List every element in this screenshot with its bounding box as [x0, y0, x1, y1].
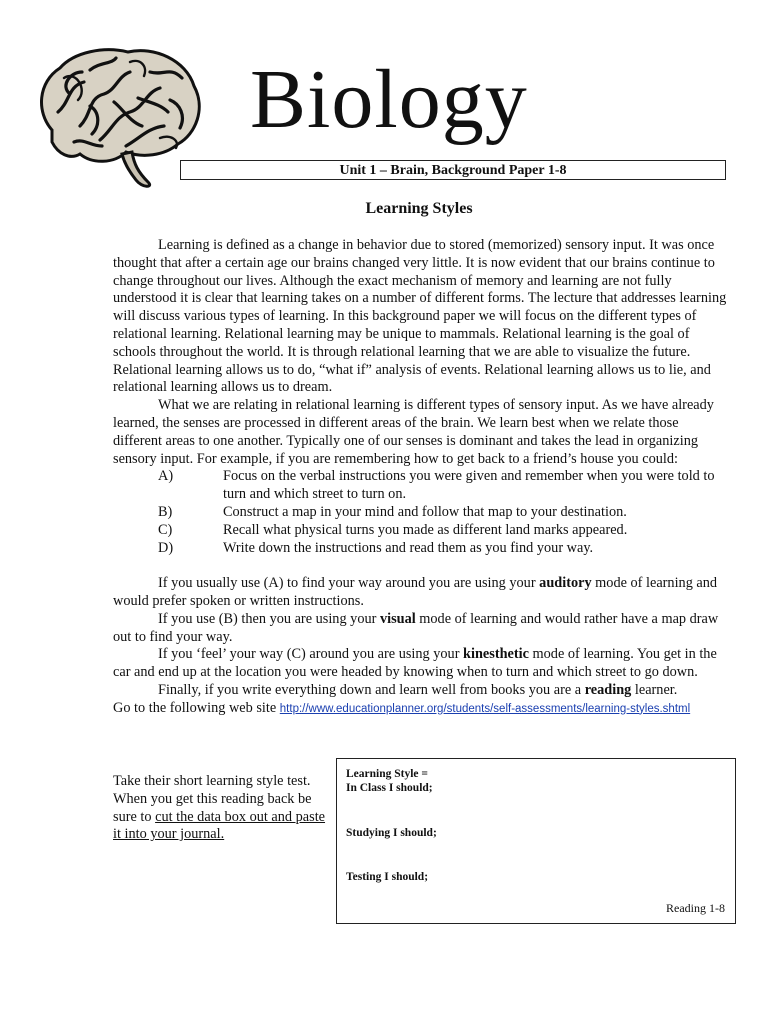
paragraph-visual: If you use (B) then you are using your visual mode of learning and would rather have a map draw out to find your way.	[113, 610, 719, 645]
paragraph-kinesthetic: If you ‘feel’ your way (C) around you are using your kinesthetic mode of learning. You get in the car and end up at the location you were headed by knowing when to turn and which street to go down.	[113, 646, 717, 681]
paragraph-reading: Finally, if you write everything down and learn well from books you are a reading learner.	[158, 681, 678, 698]
option-letter: C)	[158, 521, 173, 538]
journal-instruction: cut the data box out and paste it into your journal.	[113, 808, 326, 843]
testing-label: Testing I should;	[346, 871, 429, 883]
list-item	[113, 468, 728, 504]
brain-illustration	[30, 42, 205, 192]
option-letter: A)	[158, 468, 174, 485]
term-reading: reading	[584, 681, 632, 698]
option-text: Recall what physical turns you made as different land marks appeared.	[223, 521, 628, 538]
term-visual: visual	[379, 610, 416, 627]
section-heading: Learning Styles	[365, 200, 473, 217]
option-text: Focus on the verbal instructions you were given and remember when you were told to turn and which street to turn on.	[223, 468, 715, 503]
option-text: Write down the instructions and read them as you find your way.	[223, 539, 594, 556]
option-letter: D)	[158, 539, 174, 556]
in-class-label: In Class I should;	[346, 782, 433, 794]
article-body	[113, 237, 728, 719]
unit-subtitle-box	[180, 160, 726, 180]
website-line: Go to the following web site http://www.educationplanner.org/students/self-assessments/learning-styles.shtml	[113, 699, 691, 716]
paragraph-2: What we are relating in relational learning is different types of sensory input. As we have already learned, the senses are processed in different areas of the brain. We learn best when we relate those different areas to one another. Typically one of our senses is dominant and takes the lead in organizing sensory input. For example, if you are remembering how to get back to a friend’s house you could:	[113, 397, 714, 467]
term-auditory: auditory	[539, 575, 592, 592]
list-item	[113, 522, 728, 540]
learning-styles-link[interactable]: http://www.educationplanner.org/students/self-assessments/learning-styles.shtml	[279, 702, 691, 715]
data-box	[336, 758, 736, 924]
term-kinesthetic: kinesthetic	[463, 646, 529, 663]
studying-label: Studying I should;	[346, 827, 437, 839]
learning-style-label: Learning Style =	[346, 768, 428, 780]
reading-number: Reading 1-8	[666, 901, 725, 915]
paragraph-1: Learning is defined as a change in behavior due to stored (memorized) sensory input. It was once thought that after a certain age our brains changed very little. It is now evident that our brains continue to change throughout our lives. Although the exact mechanism of memory and learning are not fully understood it is clear that learning takes on a number of different forms. The lecture that addresses learning will discuss various types of learning. In this background paper we will focus on the different types of relational learning. Relational learning may be unique to mammals. Relational learning is the goal of schools throughout the world. It is through relational learning that we are able to visualize the future. Relational learning allows us to do, “what if” analysis of events. Relational learning allows us to lie, and relational learning allows us to dream.	[113, 237, 727, 396]
list-item	[113, 540, 728, 558]
paragraph-auditory: If you usually use (A) to find your way around you are using your auditory mode of learning and would prefer spoken or written instructions.	[113, 575, 718, 609]
unit-subtitle: Unit 1 – Brain, Background Paper 1-8	[339, 163, 567, 178]
option-letter: B)	[158, 503, 173, 520]
options-list	[113, 468, 728, 557]
option-text: Construct a map in your mind and follow that map to your destination.	[223, 503, 627, 520]
test-instructions: Take their short learning style test. When you get this reading back be sure to cut the data box out and paste it into your journal.	[113, 773, 326, 843]
page-title: Biology	[250, 53, 528, 146]
list-item	[113, 504, 728, 522]
